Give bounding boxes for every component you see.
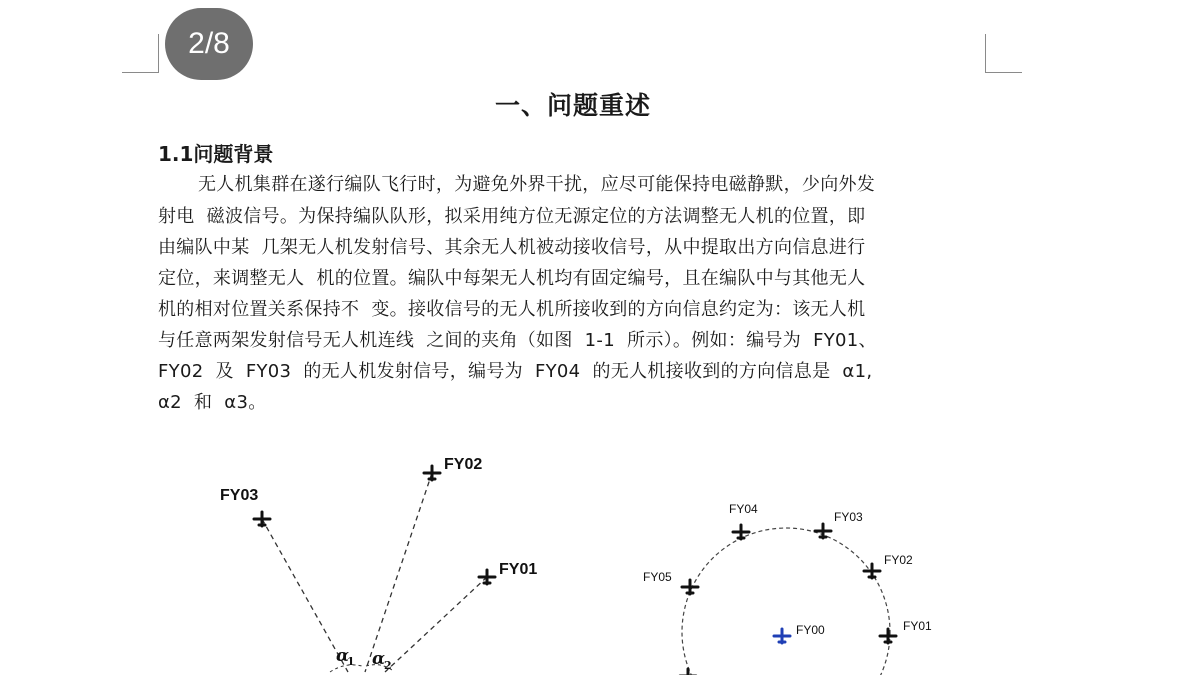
bearing-line-fy01 [385, 577, 487, 672]
angle-label-alpha2: α [372, 649, 386, 669]
section-heading: 1.1问题背景 [158, 142, 274, 166]
page-indicator: 2/8 [165, 8, 253, 80]
label-fy01: FY01 [903, 619, 932, 633]
paragraph-line: FY02 及 FY03 的无人机发射信号，编号为 FY04 的无人机接收到的方向信息是 α1, [158, 361, 873, 382]
aircraft-icon [424, 466, 440, 480]
aircraft-icon [680, 669, 696, 675]
paragraph-line: 与任意两架发射信号无人机连线 之间的夹角（如图 1-1 所示）。例如：编号为 FY01、 [158, 330, 877, 351]
formation-circle [682, 528, 890, 675]
figure-1-1 [0, 440, 1200, 675]
aircraft-icon [682, 580, 698, 594]
label-fy04: FY04 [729, 502, 758, 516]
page-corner-mark-right [985, 34, 1022, 73]
paragraph-line: 射电 磁波信号。为保持编队队形，拟采用纯方位无源定位的方法调整无人机的位置，即 [158, 206, 866, 227]
aircraft-icon [254, 512, 270, 526]
aircraft-icon [733, 525, 749, 539]
label-fy03: FY03 [834, 510, 863, 524]
label-fy03: FY03 [220, 487, 259, 504]
aircraft-icon [774, 629, 790, 643]
paragraph-line: 由编队中某 几架无人机发射信号、其余无人机被动接收信号，从中提取出方向信息进行 [158, 237, 866, 258]
paragraph-line: 机的相对位置关系保持不 变。接收信号的无人机所接收到的方向信息约定为：该无人机 [158, 299, 866, 320]
angle-subscript-1: 1 [347, 655, 355, 668]
label-fy00: FY00 [796, 623, 825, 637]
angle-label-alpha1: α [336, 646, 350, 666]
angle-subscript-2: 2 [384, 659, 392, 672]
paragraph-line: 无人机集群在遂行编队飞行时，为避免外界干扰，应尽可能保持电磁静默，少向外发 [198, 174, 876, 195]
aircraft-icon [815, 524, 831, 538]
label-fy02: FY02 [444, 456, 483, 473]
bearing-line-fy02 [365, 473, 432, 672]
label-fy01: FY01 [499, 561, 538, 578]
label-fy02: FY02 [884, 553, 913, 567]
aircraft-icon [880, 629, 896, 643]
paragraph-line: 定位，来调整无人 机的位置。编队中每架无人机均有固定编号，且在编队中与其他无人 [158, 268, 866, 289]
aircraft-icon [479, 570, 495, 584]
left-bearing-diagram [220, 456, 537, 672]
right-formation-diagram [643, 502, 932, 675]
paragraph-line: α2 和 α3。 [158, 392, 267, 413]
document-title: 一、问题重述 [494, 91, 651, 120]
label-fy05: FY05 [643, 570, 672, 584]
page-corner-mark-left [122, 34, 159, 73]
